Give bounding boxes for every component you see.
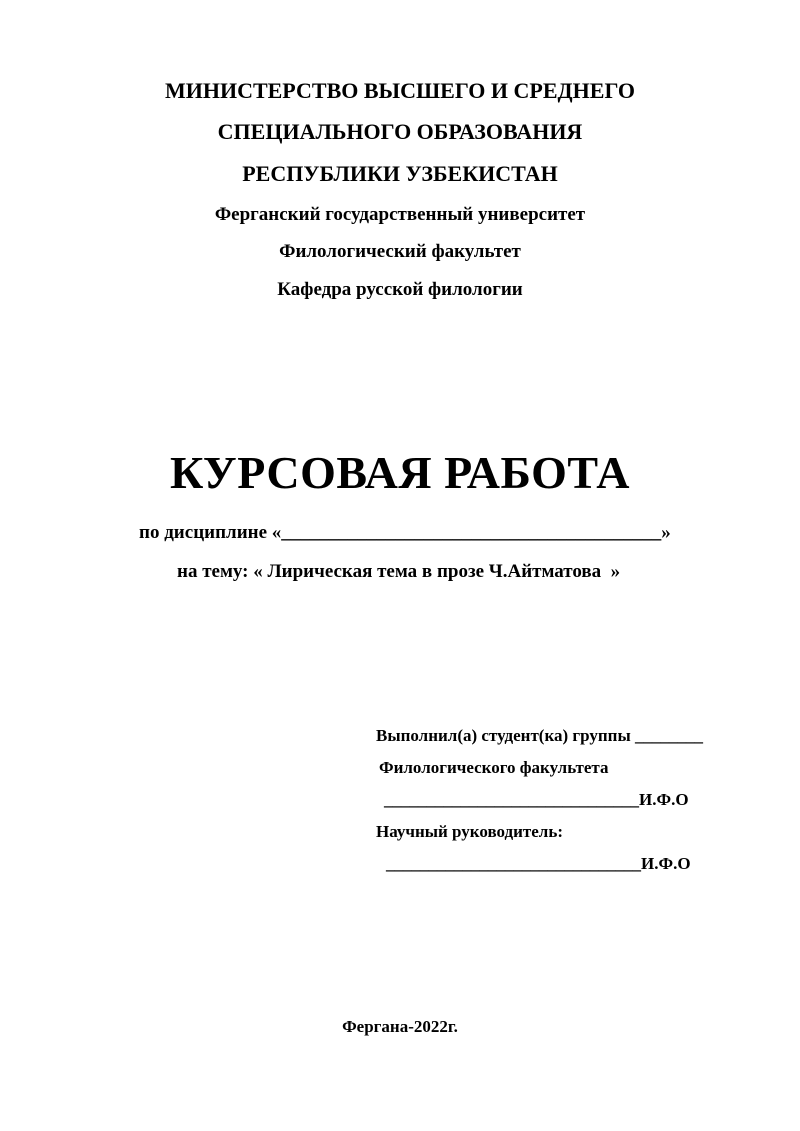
ministry-line-1: МИНИСТЕРСТВО ВЫСШЕГО И СРЕДНЕГО [164,78,636,103]
supervisor-name-line: ______________________________И.Ф.О [386,854,691,873]
faculty-name: Филологический факультет [279,241,521,262]
performed-by-line: Выполнил(а) студент(ка) группы ________ [376,726,703,745]
discipline-line: по дисциплине «________________________________________» [139,522,671,543]
supervisor-label: Научный руководитель: [376,822,563,841]
student-faculty-line: Филологического факультета [379,758,609,777]
student-name-line: ______________________________И.Ф.О [384,790,689,809]
city-year: Фергана-2022г. [342,1017,458,1036]
document-title: КУРСОВАЯ РАБОТА [170,447,630,498]
topic-line: на тему: « Лирическая тема в прозе Ч.Айтматова » [177,561,621,582]
ministry-line-3: РЕСПУБЛИКИ УЗБЕКИСТАН [242,161,558,186]
department-name: Кафедра русской филологии [277,279,523,300]
university-name: Ферганский государственный университет [214,204,586,225]
ministry-line-2: СПЕЦИАЛЬНОГО ОБРАЗОВАНИЯ [217,119,583,144]
